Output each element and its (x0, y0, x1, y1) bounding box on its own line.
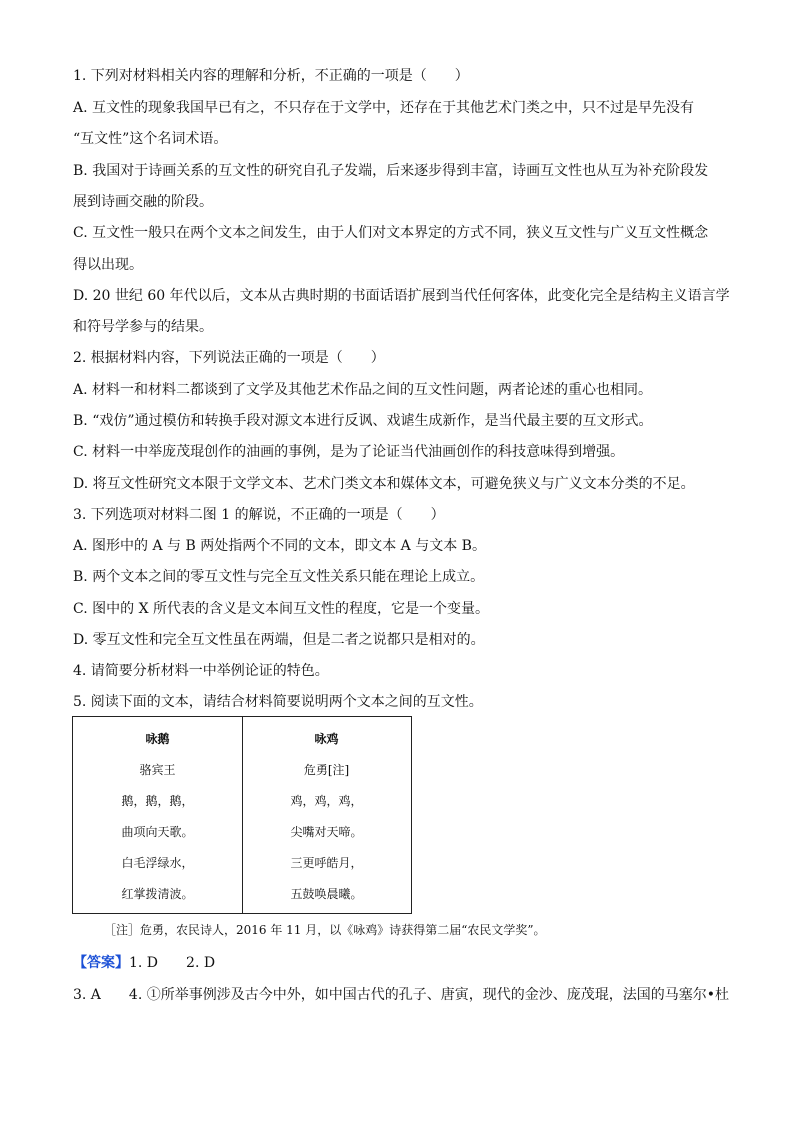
q1-option-b: B. 我国对于诗画关系的互文性的研究自孔子发端，后来逐步得到丰富，诗画互文性也从互为补充阶段发 (73, 163, 709, 179)
q3-option-d: D. 零互文性和完全互文性虽在两端，但是二者之说都只是相对的。 (73, 632, 485, 648)
poem-left-line: 白毛浮绿水， (121, 856, 194, 870)
q2-option-c: C. 材料一中举庞茂琨创作的油画的事例，是为了论证当代油画创作的科技意味得到增强。 (73, 444, 625, 460)
q1-option-a: A. 互文性的现象我国早已有之，不只存在于文学中，还存在于其他艺术门类之中，只不过是早先没有 (73, 100, 695, 116)
poem-right-line: 三更呼皓月， (290, 856, 363, 870)
q1-option-a-cont: “互文性”这个名词术语。 (73, 131, 228, 147)
q3-option-a: A. 图形中的 A 与 B 两处指两个不同的文本，即文本 A 与文本 B。 (73, 538, 486, 554)
poem-right-line: 尖嘴对天啼。 (290, 825, 363, 839)
q3-option-b: B. 两个文本之间的零互文性与完全互文性关系只能在理论上成立。 (73, 569, 485, 585)
q3-stem: 3. 下列选项对材料二图 1 的解说，不正确的一项是（ ） (73, 507, 445, 523)
q1-option-d-cont: 和符号学参与的结果。 (73, 319, 213, 335)
poem-left-column (73, 717, 243, 913)
q1-stem: 1. 下列对材料相关内容的理解和分析，不正确的一项是（ ） (73, 68, 469, 84)
q1-option-d: D. 20 世纪 60 年代以后，文本从古典时期的书面话语扩展到当代任何客体，此变化完全是结构主义语言学 (73, 288, 730, 304)
poem-footnote: ［注］危勇，农民诗人，2016 年 11 月，以《咏鸡》诗获得第二届“农民文学奖”。 (104, 923, 546, 937)
q1-option-c: C. 互文性一般只在两个文本之间发生，由于人们对文本界定的方式不同，狭义互文性与广义互文性概念 (73, 225, 709, 241)
answer-text-1: 1. D 2. D (129, 955, 216, 971)
poem-right-author: 危勇[注] (303, 763, 350, 777)
q2-option-a: A. 材料一和材料二都谈到了文学及其他艺术作品之间的互文性问题，两者论述的重心也相同。 (73, 382, 653, 398)
poem-left-line: 红掌拨清波。 (121, 887, 194, 901)
q1-option-c-cont: 得以出现。 (73, 257, 143, 273)
answer-tag: 【答案】 (73, 955, 129, 971)
poem-left-line: 鹅，鹅，鹅， (121, 794, 194, 808)
q2-option-b: B. “戏仿”通过模仿和转换手段对源文本进行反讽、戏谑生成新作，是当代最主要的互文形式。 (73, 413, 653, 429)
poem-left-line: 曲项向天歌。 (121, 825, 194, 839)
poem-comparison-table (72, 716, 412, 914)
poem-right-title: 咏鸡 (314, 732, 339, 746)
q4-stem: 4. 请简要分析材料一中举例论证的特色。 (73, 663, 329, 679)
answer-line-2: 3. A 4. ①所举事例涉及古今中外，如中国古代的孔子、唐寅，现代的金沙、庞茂琨，法国的马塞尔•杜 (73, 987, 729, 1003)
poem-left-author: 骆宾王 (139, 763, 176, 777)
q2-option-d: D. 将互文性研究文本限于文学文本、艺术门类文本和媒体文本，可避免狭义与广义文本分类的不足。 (73, 476, 695, 492)
poem-right-column (242, 717, 411, 913)
q5-stem: 5. 阅读下面的文本，请结合材料简要说明两个文本之间的互文性。 (73, 694, 483, 710)
poem-right-line: 五鼓唤晨曦。 (290, 887, 363, 901)
poem-right-line: 鸡，鸡，鸡， (290, 794, 363, 808)
poem-left-title: 咏鹅 (145, 732, 170, 746)
q2-stem: 2. 根据材料内容，下列说法正确的一项是（ ） (73, 350, 385, 366)
q1-option-b-cont: 展到诗画交融的阶段。 (73, 194, 213, 210)
answer-line-1 (73, 954, 215, 972)
q3-option-c: C. 图中的 X 所代表的含义是文本间互文性的程度，它是一个变量。 (73, 601, 489, 617)
